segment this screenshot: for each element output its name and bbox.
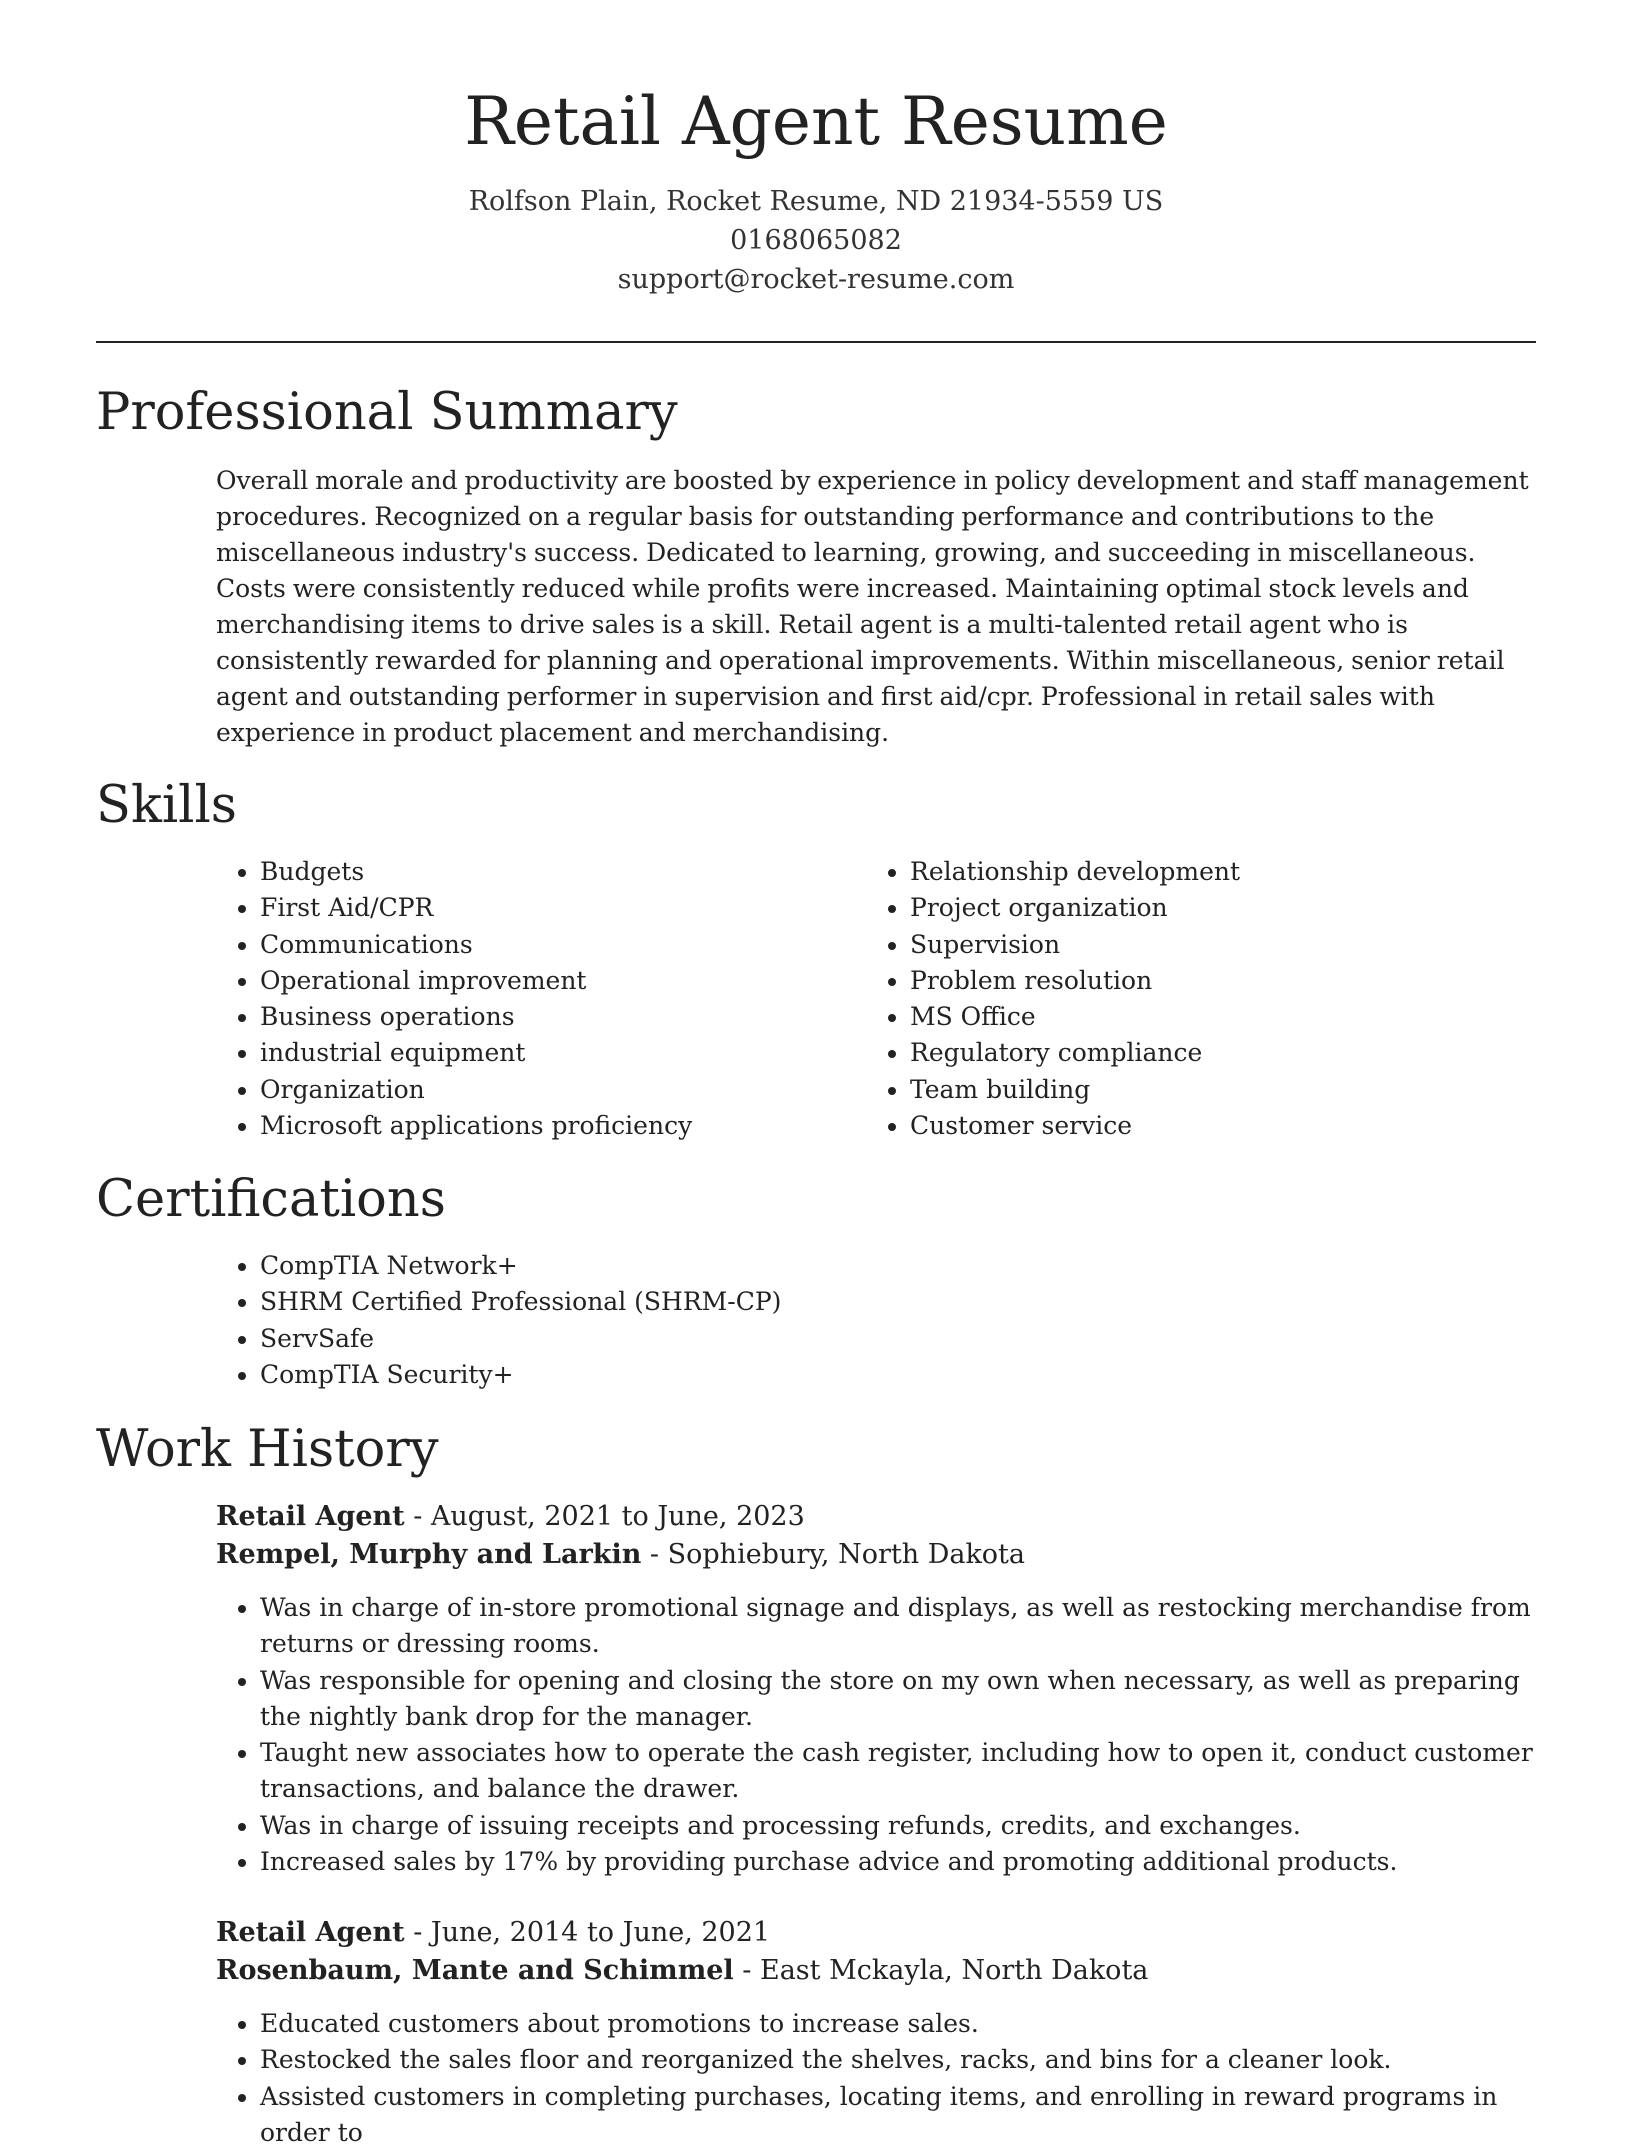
job-duties-list bbox=[216, 2006, 1536, 2151]
job-title-line bbox=[216, 1914, 1536, 1952]
skill-item: • Operational improvement bbox=[260, 963, 900, 999]
job-separator: - bbox=[404, 1501, 431, 1532]
job-separator: - bbox=[404, 1917, 431, 1948]
certification-item: • CompTIA Network+ bbox=[260, 1248, 1160, 1284]
skill-item: • Business operations bbox=[260, 999, 900, 1035]
skill-item: • Relationship development bbox=[910, 854, 1570, 890]
contact-address: Rolfson Plain, Rocket Resume, ND 21934-5559 US bbox=[468, 186, 1164, 217]
job-dates: June, 2014 to June, 2021 bbox=[430, 1917, 771, 1948]
job-separator: - bbox=[641, 1539, 668, 1570]
job-entry bbox=[216, 1914, 1536, 2151]
job-title: Retail Agent bbox=[216, 1501, 405, 1532]
contact-email: support@rocket-resume.com bbox=[617, 264, 1015, 295]
certification-item: • CompTIA Security+ bbox=[260, 1357, 1160, 1393]
skill-item: • MS Office bbox=[910, 999, 1570, 1035]
skill-item: • Budgets bbox=[260, 854, 900, 890]
skill-item: • Regulatory compliance bbox=[910, 1035, 1570, 1071]
skill-item: • Microsoft applications proficiency bbox=[260, 1108, 900, 1144]
job-duties-list bbox=[216, 1590, 1536, 1880]
job-location: East Mckayla, North Dakota bbox=[760, 1955, 1149, 1986]
summary-text: Overall morale and productivity are boosted by experience in policy development and staff management procedures. Recognized on a regular basis for outstanding performance and contributions to the miscellaneous industry's success. Dedicated to learning, growing, and succeeding in miscellaneous. Costs were consistently reduced while profits were increased. Maintaining optimal stock levels and merchandising items to drive sales is a skill. Retail agent is a multi-talented retail agent who is consistently rewarded for planning and operational improvements. Within miscellaneous, senior retail agent and outstanding performer in supervision and first aid/cpr. Professional in retail sales with experience in product placement and merchandising. bbox=[216, 466, 1529, 747]
contact-phone: 0168065082 bbox=[730, 225, 902, 256]
job-duty-item: • Taught new associates how to operate the cash register, including how to open it, conduct customer transactions, and balance the drawer. bbox=[260, 1735, 1536, 1808]
job-duty-item: • Was responsible for opening and closing the store on my own when necessary, as well as preparing the nightly bank drop for the manager. bbox=[260, 1663, 1536, 1736]
job-location: Sophiebury, North Dakota bbox=[667, 1539, 1026, 1570]
job-company: Rosenbaum, Mante and Schimmel bbox=[216, 1955, 734, 1986]
job-duty-item: • Increased sales by 17% by providing purchase advice and promoting additional products. bbox=[260, 1844, 1536, 1880]
job-company-line bbox=[216, 1952, 1536, 1990]
job-dates: August, 2021 to June, 2023 bbox=[430, 1501, 805, 1532]
certification-item: • SHRM Certified Professional (SHRM-CP) bbox=[260, 1284, 1160, 1320]
resume-title: Retail Agent Resume bbox=[464, 83, 1168, 160]
header-divider bbox=[96, 341, 1536, 343]
skill-item: • Project organization bbox=[910, 890, 1570, 926]
skills-list-right bbox=[866, 854, 1570, 1144]
job-duty-item: • Was in charge of issuing receipts and processing refunds, credits, and exchanges. bbox=[260, 1808, 1536, 1844]
certification-item: • ServSafe bbox=[260, 1321, 1160, 1357]
contact-info bbox=[0, 182, 1632, 299]
skill-item: • Organization bbox=[260, 1072, 900, 1108]
job-separator: - bbox=[733, 1955, 760, 1986]
job-company: Rempel, Murphy and Larkin bbox=[216, 1539, 642, 1570]
certifications-list bbox=[216, 1248, 1160, 1393]
section-heading-work-history: Work History bbox=[96, 1420, 439, 1479]
job-duty-item: • Assisted customers in completing purchases, locating items, and enrolling in reward programs in order to bbox=[260, 2079, 1536, 2151]
skill-item: • industrial equipment bbox=[260, 1035, 900, 1071]
section-heading-certifications: Certifications bbox=[96, 1170, 446, 1229]
section-heading-skills: Skills bbox=[96, 776, 237, 835]
resume-header bbox=[0, 80, 1632, 299]
skill-item: • Problem resolution bbox=[910, 963, 1570, 999]
job-entry bbox=[216, 1498, 1536, 1880]
job-company-line bbox=[216, 1536, 1536, 1574]
skill-item: • Supervision bbox=[910, 927, 1570, 963]
job-title: Retail Agent bbox=[216, 1917, 405, 1948]
skill-item: • Communications bbox=[260, 927, 900, 963]
job-title-line bbox=[216, 1498, 1536, 1536]
job-duty-item: • Educated customers about promotions to increase sales. bbox=[260, 2006, 1536, 2042]
job-duty-item: • Restocked the sales floor and reorganized the shelves, racks, and bins for a cleaner look. bbox=[260, 2042, 1536, 2078]
skills-list-left bbox=[216, 854, 900, 1144]
skill-item: • Team building bbox=[910, 1072, 1570, 1108]
skill-item: • Customer service bbox=[910, 1108, 1570, 1144]
skill-item: • First Aid/CPR bbox=[260, 890, 900, 926]
section-heading-summary: Professional Summary bbox=[96, 383, 678, 442]
job-duty-item: • Was in charge of in-store promotional signage and displays, as well as restocking merchandise from returns or dressing rooms. bbox=[260, 1590, 1536, 1663]
